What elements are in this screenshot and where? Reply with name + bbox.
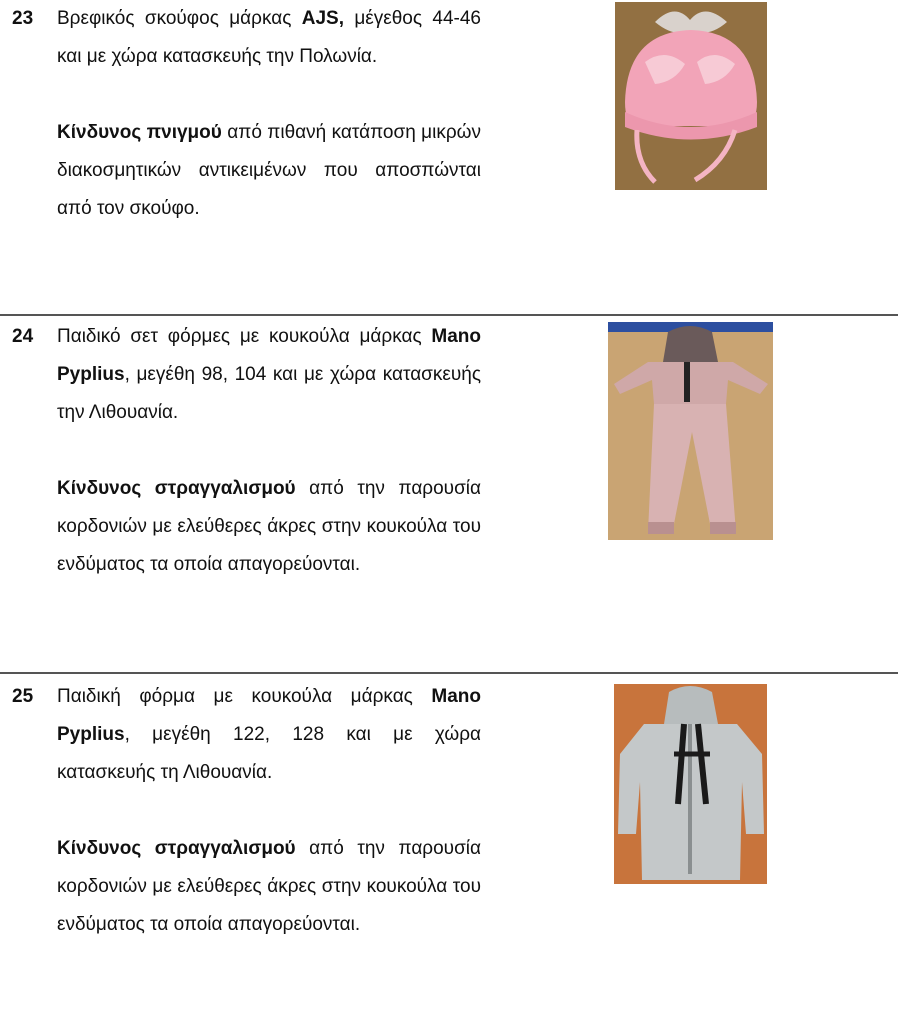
product-description: Παιδικό σετ φόρμες με κουκούλα μάρκας Mano Pyplius, μεγέθη 98, 104 και με χώρα κατασκευής την Λιθουανία. (57, 326, 481, 423)
entry-text (57, 0, 481, 228)
product-description: Παιδική φόρμα με κουκούλα μάρκας Mano Pyplius, μεγέθη 122, 128 και με χώρα κατασκευής τη Λιθουανία. (57, 686, 481, 783)
entry-text (57, 678, 481, 944)
section-divider (0, 672, 898, 674)
entry-number: 25 (12, 686, 34, 707)
hazard-description: Κίνδυνος στραγγαλισμού από την παρουσία κορδονιών με ελεύθερες άκρες στην κουκούλα του ενδύματος τα οποία απαγορεύονται. (57, 478, 481, 575)
entry-number: 24 (12, 326, 34, 347)
product-photo-hooded-jacket (614, 684, 767, 884)
product-photo-baby-hat (615, 2, 767, 190)
entry-text (57, 318, 481, 584)
product-photo-tracksuit-set (608, 322, 773, 540)
section-divider (0, 314, 898, 316)
entry-number: 23 (12, 8, 34, 29)
hazard-description: Κίνδυνος πνιγμού από πιθανή κατάποση μικρών διακοσμητικών αντικειμένων που αποσπώνται από τον σκούφο. (57, 122, 481, 219)
hazard-description: Κίνδυνος στραγγαλισμού από την παρουσία κορδονιών με ελεύθερες άκρες στην κουκούλα του ενδύματος τα οποία απαγορεύονται. (57, 838, 481, 935)
product-description: Βρεφικός σκούφος μάρκας AJS, μέγεθος 44-46 και με χώρα κατασκευής την Πολωνία. (57, 8, 481, 67)
